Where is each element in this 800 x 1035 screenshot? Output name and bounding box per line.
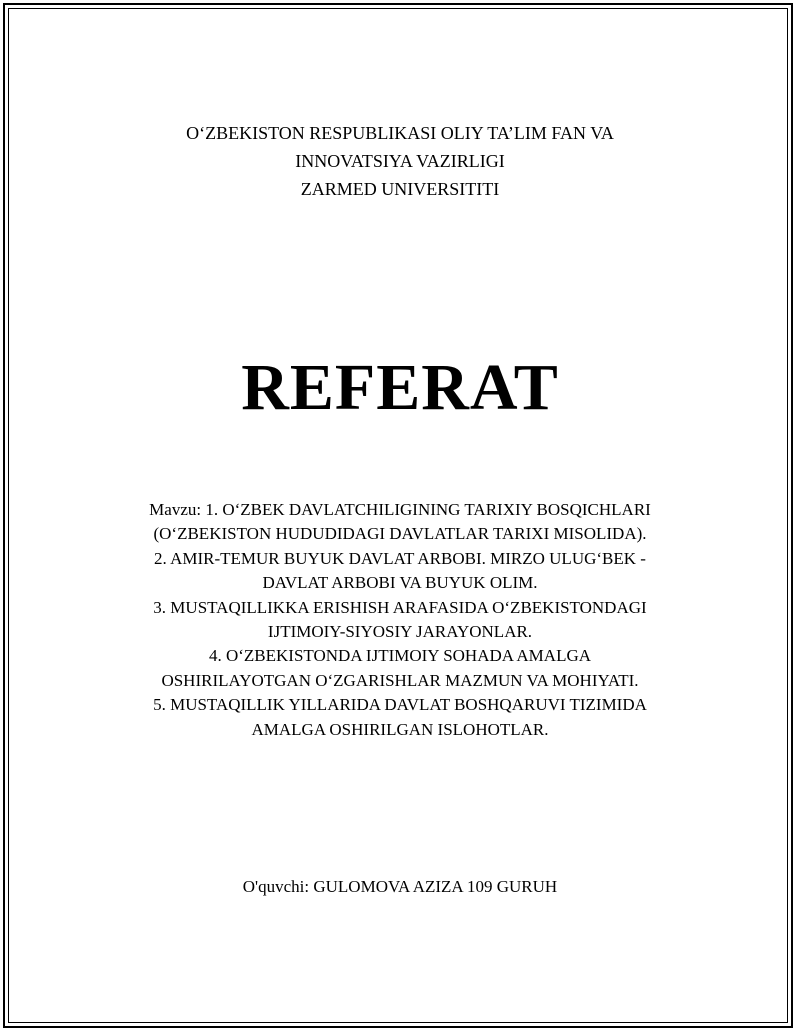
document-title: REFERAT <box>241 351 559 424</box>
topic-line: DAVLAT ARBOBI VA BUYUK OLIM. <box>262 573 538 593</box>
topic-line: (O‘ZBEKISTON HUDUDIDAGI DAVLATLAR TARIXI MISOLIDA). <box>153 524 647 544</box>
topic-list <box>0 498 800 742</box>
header-line-2: INNOVATSIYA VAZIRLIGI <box>295 151 505 171</box>
header-line-3: ZARMED UNIVERSITITI <box>300 179 500 199</box>
topic-line: IJTIMOIY-SIYOSIY JARAYONLAR. <box>267 622 533 642</box>
topic-line: AMALGA OSHIRILGAN ISLOHOTLAR. <box>251 719 549 739</box>
ministry-header <box>0 119 800 203</box>
topic-line: 5. MUSTAQILLIK YILLARIDA DAVLAT BOSHQARUVI TIZIMIDA <box>153 695 647 715</box>
topic-line: Mavzu: 1. O‘ZBEK DAVLATCHILIGINING TARIXIY BOSQICHLARI <box>149 500 651 519</box>
topic-line: OSHIRILAYOTGAN O‘ZGARISHLAR MAZMUN VA MOHIYATI. <box>161 670 639 690</box>
student-info: O'quvchi: GULOMOVA AZIZA 109 GURUH <box>242 877 558 896</box>
topic-line: 3. MUSTAQILLIKKA ERISHISH ARAFASIDA O‘ZBEKISTONDAGI <box>153 597 647 617</box>
topic-line: 2. AMIR-TEMUR BUYUK DAVLAT ARBOBI. MIRZO ULUG‘BEK - <box>154 548 646 568</box>
topic-line: 4. O‘ZBEKISTONDA IJTIMOIY SOHADA AMALGA <box>208 646 592 666</box>
header-line-1: O‘ZBEKISTON RESPUBLIKASI OLIY TA’LIM FAN VA <box>186 123 614 143</box>
